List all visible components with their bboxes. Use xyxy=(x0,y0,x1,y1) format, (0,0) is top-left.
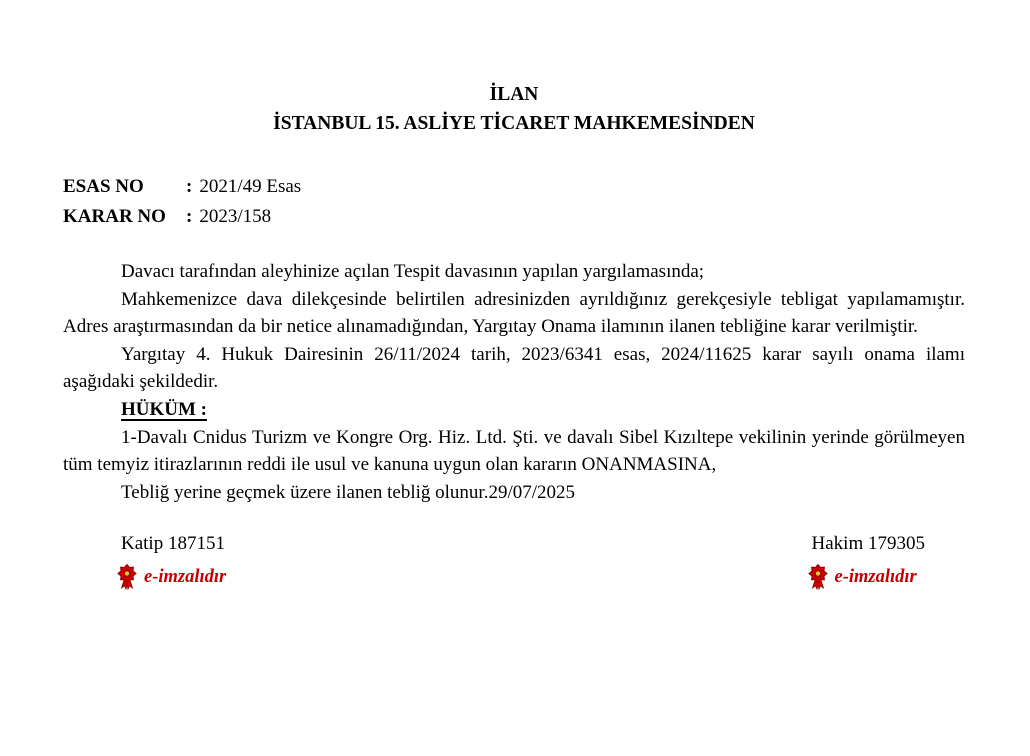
karar-no-value: 2023/158 xyxy=(199,206,272,227)
document-title xyxy=(63,80,965,138)
signature-block xyxy=(63,533,965,591)
katip-stamp xyxy=(115,563,226,591)
karar-no-label: KARAR NO xyxy=(63,206,166,227)
e-signature-seal-icon xyxy=(806,563,830,591)
esas-no-value: 2021/49 Esas xyxy=(199,176,302,197)
paragraph-davali: 1-Davalı Cnidus Turizm ve Kongre Org. Hiz. Ltd. Şti. ve davalı Sibel Kızıltepe vekilinin yerinde görülmeyen tüm temyiz itirazlarının reddi ile usul ve kanuna uygun olan kararın ONANMASINA, xyxy=(63,426,965,476)
esas-no-row xyxy=(63,172,965,202)
hakim-stamp xyxy=(806,563,925,591)
paragraph-teblig: Tebliğ yerine geçmek üzere ilanen tebliğ olunur.29/07/2025 xyxy=(121,481,576,503)
document-body xyxy=(63,258,965,506)
signature-katip xyxy=(115,533,226,591)
esas-no-separator: : xyxy=(186,176,193,197)
title-line-ilan: İLAN xyxy=(489,84,539,105)
paragraph-davaci: Davacı tarafından aleyhinize açılan Tespit davasının yapılan yargılamasında; xyxy=(121,261,705,282)
case-info-block xyxy=(63,172,965,232)
hukum-heading xyxy=(63,396,965,424)
esas-no-label: ESAS NO xyxy=(63,176,144,197)
karar-no-separator: : xyxy=(186,206,193,227)
title-line-court: İSTANBUL 15. ASLİYE TİCARET MAHKEMESİNDEN xyxy=(273,113,755,134)
hakim-name: Hakim 179305 xyxy=(811,533,925,555)
katip-name: Katip 187151 xyxy=(121,533,225,555)
e-signature-seal-icon xyxy=(115,563,139,591)
katip-stamp-label: e-imzalıdır xyxy=(144,566,227,587)
hukum-heading-text: HÜKÜM : xyxy=(121,398,208,420)
signature-hakim xyxy=(806,533,925,591)
paragraph-mahkemenizce: Mahkemenizce dava dilekçesinde belirtilen adresinizden ayrıldığınız gerekçesiyle tebligat yapılamamıştır. Adres araştırmasından da bir netice alınamadığından, Yargıtay Onama ilamının ilanen tebliğine karar verilmiştir. xyxy=(63,288,965,338)
paragraph-yargitay: Yargıtay 4. Hukuk Dairesinin 26/11/2024 tarih, 2023/6341 esas, 2024/11625 karar sayılı onama ilamı aşağıdaki şekildedir. xyxy=(63,343,965,393)
hakim-stamp-label: e-imzalıdır xyxy=(834,566,917,587)
karar-no-row xyxy=(63,202,965,232)
